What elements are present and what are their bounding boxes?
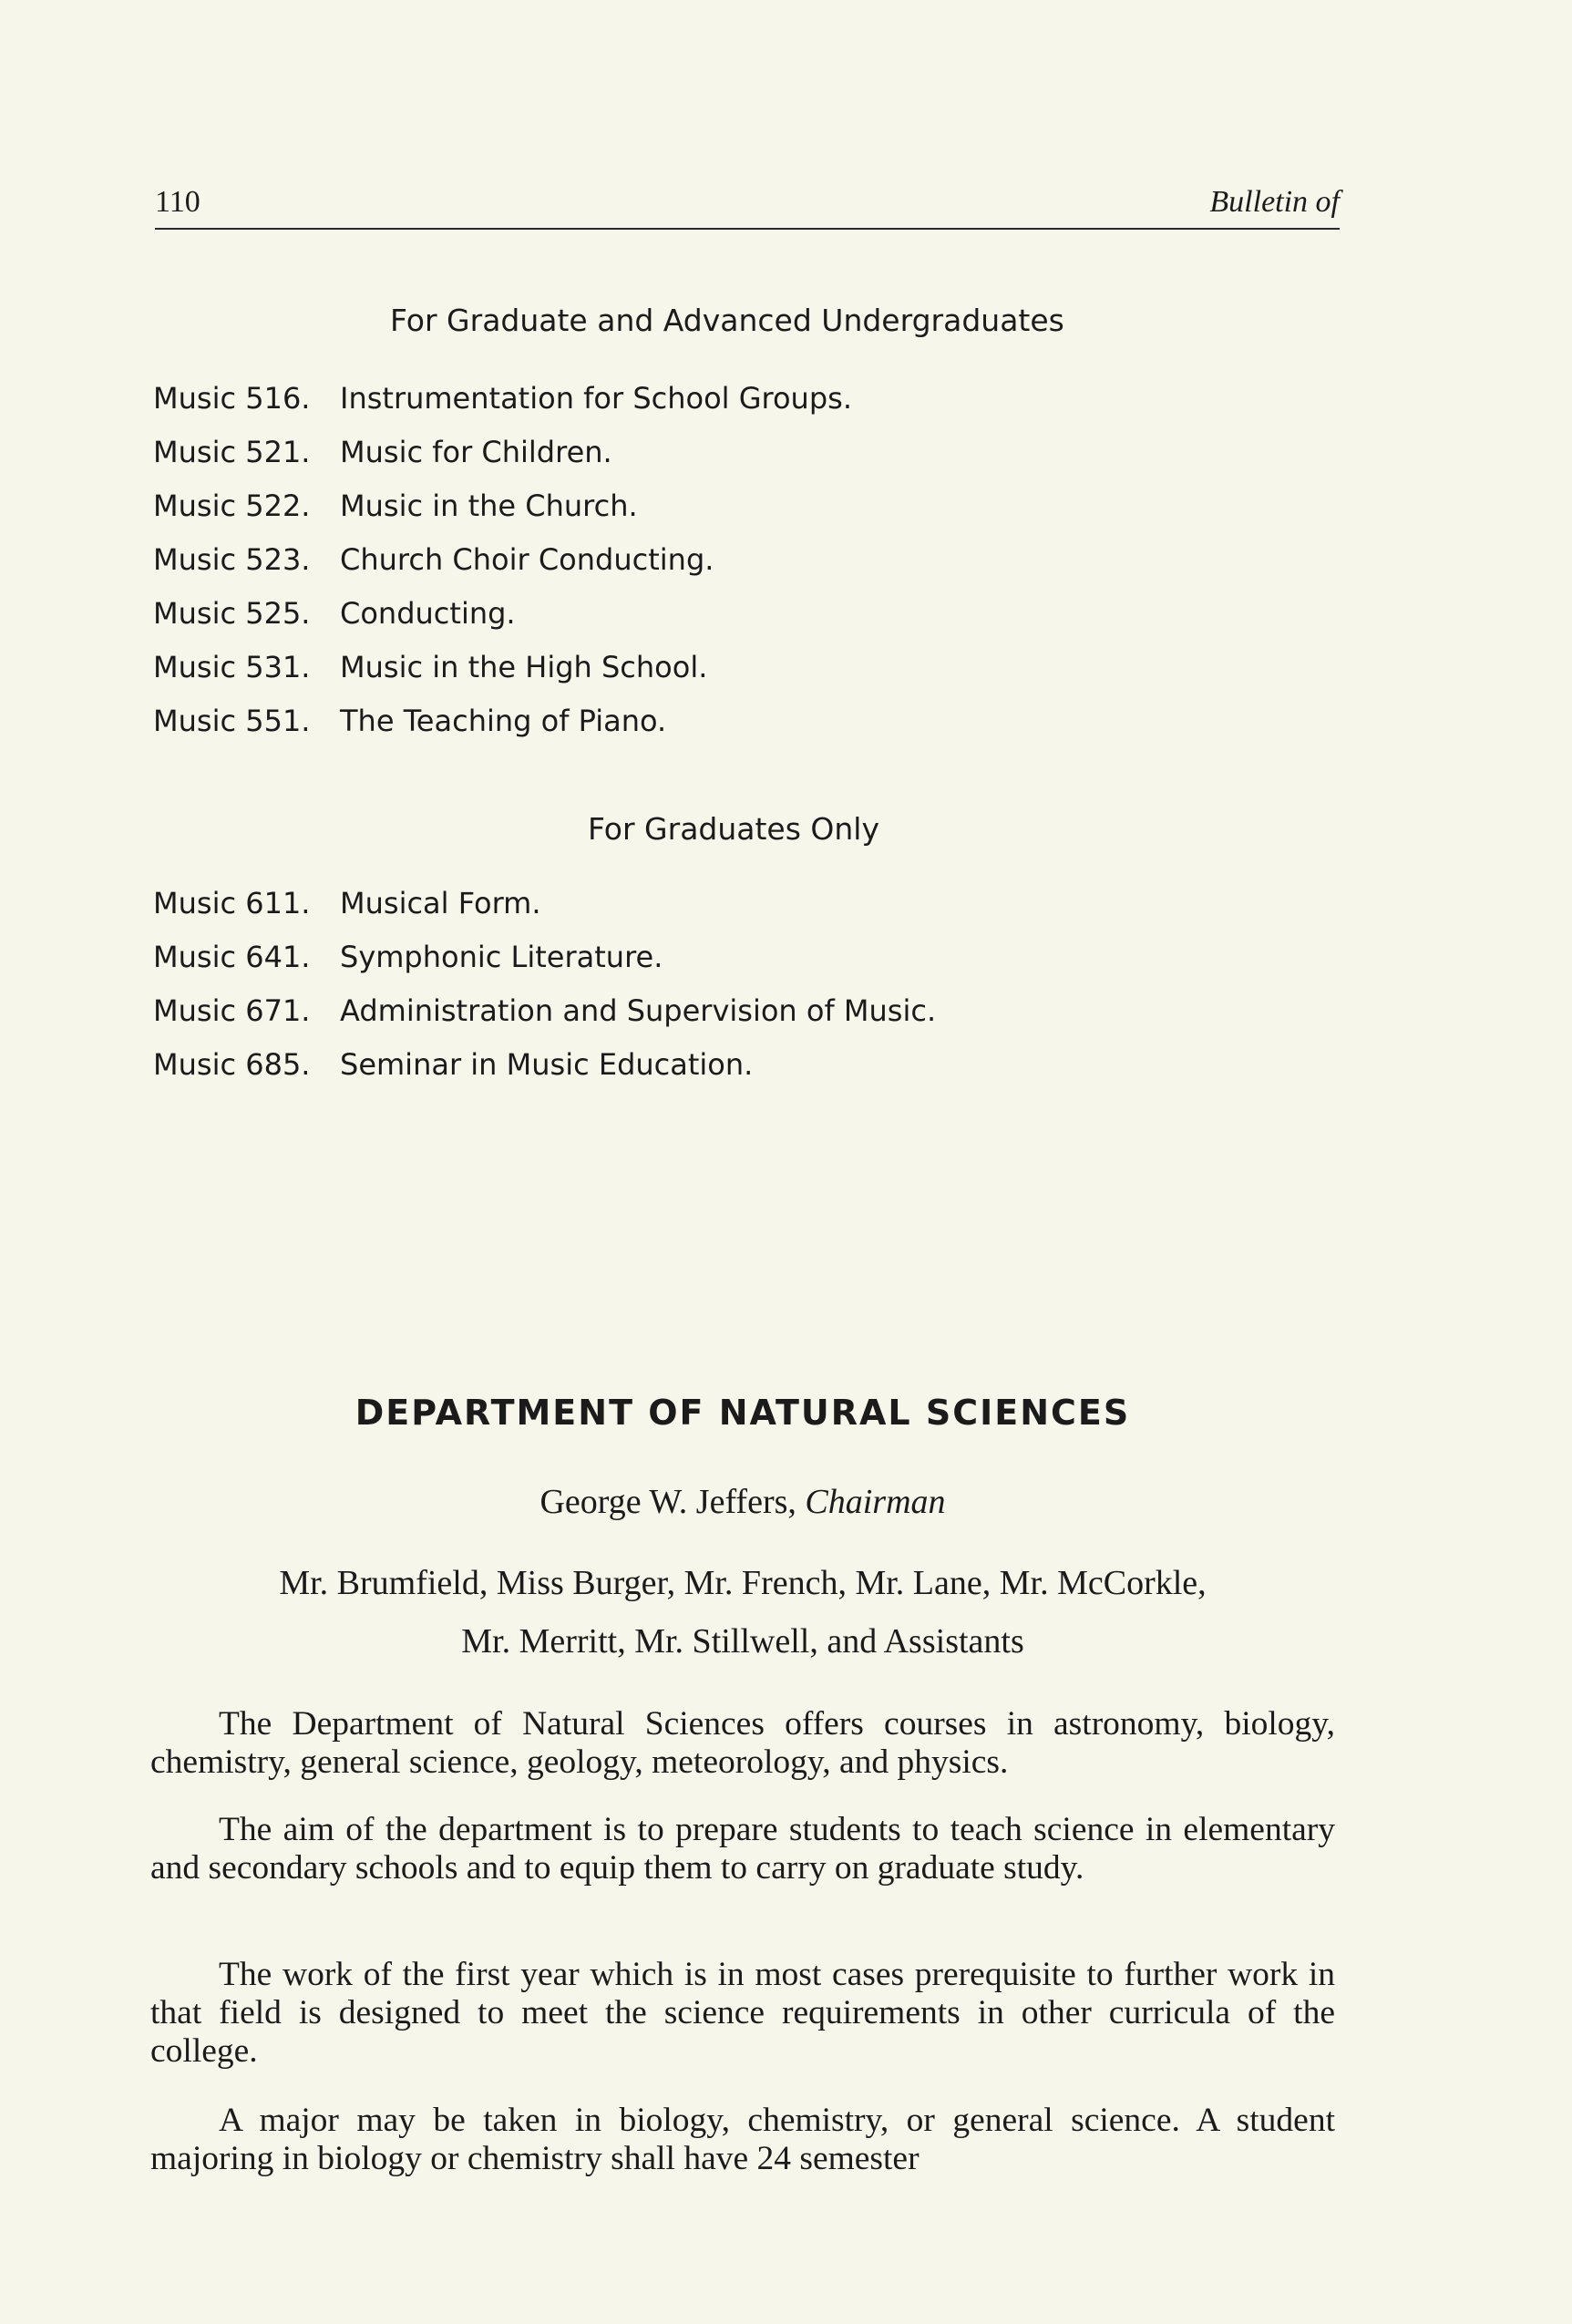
course-title: Administration and Supervision of Music.	[340, 993, 937, 1028]
paragraph-first-year-work: The work of the first year which is in most cases prerequisite to further work in that field is designed to meet the science requirements in other curricula of the college.	[150, 1956, 1335, 2070]
page-number: 110	[155, 185, 200, 219]
course-number: Music 525.	[153, 596, 311, 631]
course-number: Music 685.	[153, 1047, 311, 1082]
list-item	[153, 372, 852, 426]
list-item	[153, 479, 852, 533]
course-title: Conducting.	[340, 596, 516, 631]
list-item	[153, 533, 852, 587]
course-title: Music in the Church.	[340, 488, 638, 523]
department-title: DEPARTMENT OF NATURAL SCIENCES	[354, 1393, 1131, 1433]
faculty-line-2: Mr. Merritt, Mr. Stillwell, and Assistants	[461, 1622, 1024, 1661]
course-number: Music 521.	[153, 435, 311, 469]
list-item	[153, 877, 936, 931]
list-item	[153, 694, 852, 748]
course-title: Seminar in Music Education.	[340, 1047, 754, 1082]
course-number: Music 671.	[153, 993, 311, 1028]
list-item	[153, 641, 852, 694]
course-title: Symphonic Literature.	[340, 940, 663, 974]
list-item	[153, 1038, 936, 1092]
paragraph-department-aim: The aim of the department is to prepare students to teach science in elementary and secondary schools and to equip them to carry on graduate study.	[150, 1811, 1335, 1887]
faculty-line-1: Mr. Brumfield, Miss Burger, Mr. French, Mr. Lane, Mr. McCorkle,	[279, 1564, 1207, 1602]
course-number: Music 551.	[153, 704, 311, 738]
course-title: Instrumentation for School Groups.	[340, 381, 852, 416]
course-number: Music 611.	[153, 886, 311, 920]
chairman-name: George W. Jeffers,	[539, 1483, 796, 1521]
chairman-line	[0, 1479, 1485, 1525]
course-list-graduates-only	[153, 877, 936, 1092]
course-number: Music 522.	[153, 488, 311, 523]
course-number: Music 531.	[153, 650, 311, 684]
list-item	[153, 984, 936, 1038]
course-list-graduate-advanced	[153, 372, 852, 748]
course-title: Musical Form.	[340, 886, 541, 920]
paragraph-courses-offered: The Department of Natural Sciences offers courses in astronomy, biology, chemistry, general science, geology, meteorology, and physics.	[150, 1705, 1335, 1781]
course-title: The Teaching of Piano.	[340, 704, 667, 738]
course-number: Music 523.	[153, 542, 311, 577]
running-head: Bulletin of	[1209, 185, 1340, 219]
chairman-title: Chairman	[805, 1483, 946, 1521]
page-header	[155, 182, 1340, 230]
list-item	[153, 587, 852, 641]
list-item	[153, 931, 936, 984]
list-item	[153, 426, 852, 479]
section-heading-graduates-only: For Graduates Only	[588, 811, 880, 847]
course-title: Church Choir Conducting.	[340, 542, 714, 577]
paragraph-major-requirements: A major may be taken in biology, chemistry, or general science. A student majoring in biology or chemistry shall have 24 semester	[150, 2102, 1335, 2177]
course-title: Music in the High School.	[340, 650, 708, 684]
course-number: Music 641.	[153, 940, 311, 974]
section-heading-graduate-advanced: For Graduate and Advanced Undergraduates	[390, 303, 1064, 338]
course-title: Music for Children.	[340, 435, 612, 469]
course-number: Music 516.	[153, 381, 311, 416]
